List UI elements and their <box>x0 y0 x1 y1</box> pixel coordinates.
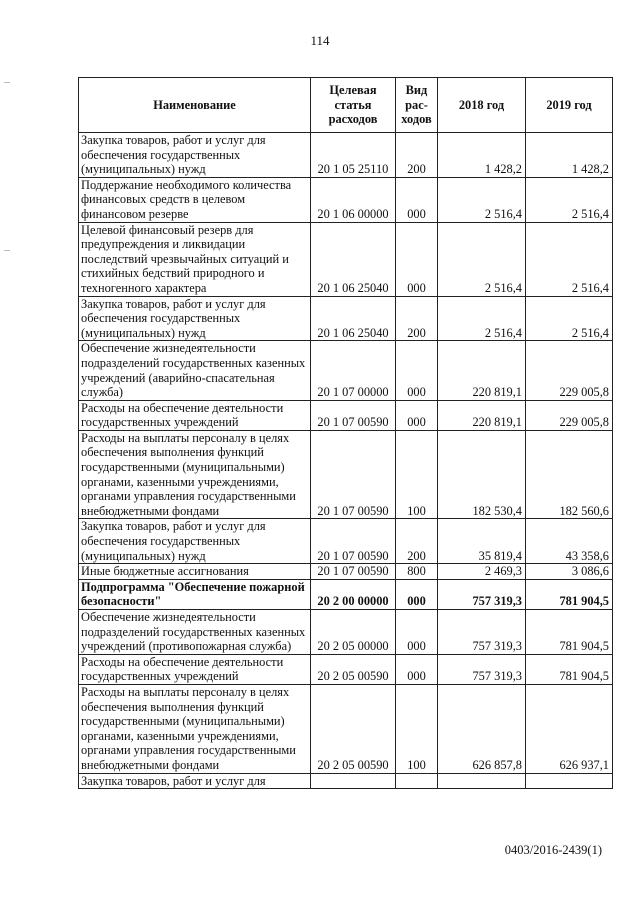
row-target-article-cell: 20 1 07 00590 <box>311 430 396 519</box>
row-amount-2018-cell: 1 428,2 <box>438 133 526 178</box>
table-row <box>79 610 613 655</box>
row-name-cell: Расходы на выплаты персоналу в целях обеспечения выполнения функций государственными (муниципальными) органами, казенными учреждениями, органами управления государственными внебюджетными фондами <box>79 430 311 519</box>
row-amount-2019-cell: 2 516,4 <box>526 222 613 296</box>
row-amount-2018-cell: 182 530,4 <box>438 430 526 519</box>
budget-table <box>78 77 613 789</box>
row-amount-2018-cell: 757 319,3 <box>438 579 526 609</box>
row-target-article-cell: 20 1 07 00000 <box>311 341 396 400</box>
row-name-cell: Обеспечение жизнедеятельности подразделений государственных казенных учреждений (противопожарная служба) <box>79 610 311 655</box>
row-name-cell: Закупка товаров, работ и услуг для обеспечения государственных (муниципальных) нужд <box>79 519 311 564</box>
row-name-cell: Обеспечение жизнедеятельности подразделений государственных казенных учреждений (аварийно-спасательная служба) <box>79 341 311 400</box>
row-expense-type-cell: 000 <box>396 610 438 655</box>
header-target-article: Целевая статья расходов <box>311 78 396 133</box>
table-body <box>79 133 613 789</box>
header-name: Наименование <box>79 78 311 133</box>
table-row <box>79 296 613 341</box>
row-expense-type-cell: 000 <box>396 579 438 609</box>
scan-margin-mark <box>4 82 10 83</box>
row-expense-type-cell: 000 <box>396 341 438 400</box>
row-expense-type-cell <box>396 773 438 789</box>
row-name-cell: Поддержание необходимого количества финансовых средств в целевом финансовом резерве <box>79 177 311 222</box>
table-row <box>79 400 613 430</box>
header-year-2018: 2018 год <box>438 78 526 133</box>
row-target-article-cell: 20 1 06 00000 <box>311 177 396 222</box>
row-amount-2019-cell: 781 904,5 <box>526 579 613 609</box>
document-id: 0403/2016-2439(1) <box>504 843 602 857</box>
row-expense-type-cell: 200 <box>396 296 438 341</box>
row-amount-2018-cell: 757 319,3 <box>438 610 526 655</box>
row-name-cell: Иные бюджетные ассигнования <box>79 564 311 580</box>
table-row <box>79 341 613 400</box>
row-target-article-cell: 20 1 07 00590 <box>311 519 396 564</box>
row-expense-type-cell: 000 <box>396 222 438 296</box>
row-target-article-cell: 20 2 05 00590 <box>311 654 396 684</box>
table-row <box>79 564 613 580</box>
table-row <box>79 133 613 178</box>
row-amount-2019-cell: 43 358,6 <box>526 519 613 564</box>
row-amount-2019-cell: 626 937,1 <box>526 684 613 773</box>
table-row <box>79 430 613 519</box>
row-amount-2019-cell: 229 005,8 <box>526 400 613 430</box>
header-expense-type: Вид рас-ходов <box>396 78 438 133</box>
row-name-cell: Закупка товаров, работ и услуг для обеспечения государственных (муниципальных) нужд <box>79 296 311 341</box>
row-amount-2018-cell <box>438 773 526 789</box>
row-name-cell: Закупка товаров, работ и услуг для <box>79 773 311 789</box>
row-target-article-cell: 20 1 07 00590 <box>311 564 396 580</box>
table-row <box>79 684 613 773</box>
scan-margin-mark <box>4 250 10 251</box>
table-row <box>79 654 613 684</box>
row-expense-type-cell: 200 <box>396 133 438 178</box>
row-name-cell: Расходы на обеспечение деятельности государственных учреждений <box>79 654 311 684</box>
row-expense-type-cell: 000 <box>396 400 438 430</box>
row-expense-type-cell: 000 <box>396 654 438 684</box>
row-name-cell: Целевой финансовый резерв для предупреждения и ликвидации последствий чрезвычайных ситуаций и стихийных бедствий природного и техногенного характера <box>79 222 311 296</box>
row-amount-2019-cell: 2 516,4 <box>526 177 613 222</box>
row-expense-type-cell: 100 <box>396 430 438 519</box>
row-amount-2018-cell: 35 819,4 <box>438 519 526 564</box>
row-amount-2019-cell <box>526 773 613 789</box>
table-header-row <box>79 78 613 133</box>
row-target-article-cell: 20 2 05 00590 <box>311 684 396 773</box>
row-name-cell: Расходы на выплаты персоналу в целях обеспечения выполнения функций государственными (муниципальными) органами, казенными учреждениями, органами управления государственными внебюджетными фондами <box>79 684 311 773</box>
row-amount-2018-cell: 2 516,4 <box>438 222 526 296</box>
row-amount-2019-cell: 3 086,6 <box>526 564 613 580</box>
row-target-article-cell: 20 1 05 25110 <box>311 133 396 178</box>
row-amount-2018-cell: 220 819,1 <box>438 341 526 400</box>
row-expense-type-cell: 200 <box>396 519 438 564</box>
table-row <box>79 519 613 564</box>
row-amount-2018-cell: 220 819,1 <box>438 400 526 430</box>
row-amount-2018-cell: 2 516,4 <box>438 296 526 341</box>
row-amount-2018-cell: 626 857,8 <box>438 684 526 773</box>
row-name-cell: Расходы на обеспечение деятельности государственных учреждений <box>79 400 311 430</box>
row-amount-2019-cell: 182 560,6 <box>526 430 613 519</box>
row-target-article-cell: 20 2 05 00000 <box>311 610 396 655</box>
row-amount-2019-cell: 781 904,5 <box>526 610 613 655</box>
header-year-2019: 2019 год <box>526 78 613 133</box>
row-target-article-cell: 20 1 07 00590 <box>311 400 396 430</box>
row-expense-type-cell: 000 <box>396 177 438 222</box>
row-amount-2019-cell: 229 005,8 <box>526 341 613 400</box>
row-target-article-cell: 20 1 06 25040 <box>311 222 396 296</box>
row-name-cell: Подпрограмма "Обеспечение пожарной безопасности" <box>79 579 311 609</box>
row-expense-type-cell: 800 <box>396 564 438 580</box>
row-amount-2018-cell: 757 319,3 <box>438 654 526 684</box>
row-target-article-cell <box>311 773 396 789</box>
row-expense-type-cell: 100 <box>396 684 438 773</box>
table-row <box>79 177 613 222</box>
table-row <box>79 222 613 296</box>
row-amount-2018-cell: 2 516,4 <box>438 177 526 222</box>
table-row <box>79 579 613 609</box>
row-amount-2018-cell: 2 469,3 <box>438 564 526 580</box>
table-row <box>79 773 613 789</box>
row-amount-2019-cell: 2 516,4 <box>526 296 613 341</box>
row-target-article-cell: 20 1 06 25040 <box>311 296 396 341</box>
row-amount-2019-cell: 781 904,5 <box>526 654 613 684</box>
page-number: 114 <box>310 33 330 48</box>
row-target-article-cell: 20 2 00 00000 <box>311 579 396 609</box>
row-name-cell: Закупка товаров, работ и услуг для обеспечения государственных (муниципальных) нужд <box>79 133 311 178</box>
row-amount-2019-cell: 1 428,2 <box>526 133 613 178</box>
